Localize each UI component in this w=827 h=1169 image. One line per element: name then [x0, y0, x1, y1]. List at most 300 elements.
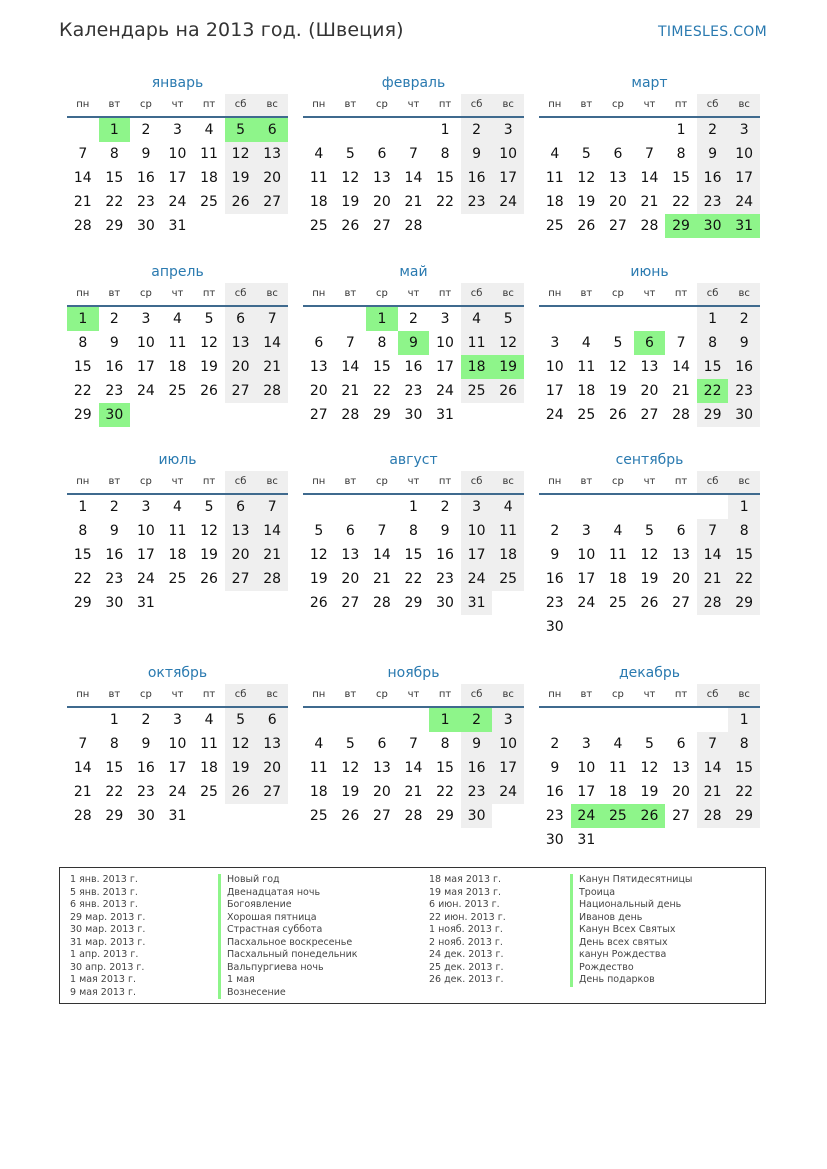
day-cell: 28	[341, 407, 360, 423]
weekday-header	[67, 283, 288, 307]
day-cell: 17	[436, 359, 454, 375]
day-cell: 10	[168, 146, 187, 162]
legend-date: 22 июн. 2013 г.	[429, 911, 506, 923]
day-cell: 20	[640, 383, 659, 399]
day-cell: 29	[73, 407, 92, 423]
day-cell: 12	[225, 142, 257, 166]
empty-day-cell	[634, 708, 666, 732]
weekday-label: чт	[407, 99, 420, 110]
weekday-label: чт	[407, 689, 420, 700]
day-cell: 5	[581, 146, 591, 162]
day-cell: 23	[404, 383, 423, 399]
week-row	[67, 166, 288, 190]
month-name: ноябрь	[387, 665, 440, 681]
legend-date: 2 нояб. 2013 г.	[429, 936, 503, 948]
day-cell: 24	[492, 780, 524, 804]
day-cell: 17	[461, 543, 493, 567]
empty-day-cell	[697, 708, 729, 732]
weekday-label: ср	[139, 99, 152, 110]
month-name: апрель	[151, 264, 204, 280]
week-row	[303, 567, 524, 591]
empty-day-cell	[697, 495, 729, 519]
day-cell: 3	[141, 499, 151, 515]
legend-holiday-name: День всех святых	[570, 937, 692, 950]
day-cell: 13	[608, 170, 627, 186]
week-row	[67, 804, 288, 828]
day-cell: 10	[577, 760, 596, 776]
week-row	[539, 307, 760, 331]
day-cell: 28	[672, 407, 690, 423]
day-cell: 27	[672, 595, 690, 611]
holiday-day-cell: 25	[602, 804, 634, 828]
weekday-label: пн	[76, 288, 90, 299]
legend-date: 26 дек. 2013 г.	[429, 974, 504, 985]
day-cell: 7	[256, 495, 288, 519]
month-5	[303, 261, 524, 427]
weekday-label: пн	[312, 689, 326, 700]
weekday-header	[539, 471, 760, 495]
brand-link[interactable]: TIMESLES.COM	[658, 24, 767, 40]
day-cell: 8	[697, 331, 729, 355]
day-cell: 22	[436, 784, 454, 800]
weekday-label: вс	[728, 94, 760, 116]
day-cell: 1	[728, 708, 760, 732]
weekday-label: ср	[375, 689, 388, 700]
empty-day-cell	[665, 615, 697, 639]
day-cell: 10	[728, 142, 760, 166]
day-cell: 1	[109, 712, 119, 728]
weekday-label: чт	[643, 99, 656, 110]
day-cell: 28	[73, 218, 92, 234]
day-cell: 21	[73, 194, 92, 210]
day-cell: 2	[109, 499, 119, 515]
day-cell: 20	[672, 784, 690, 800]
weekday-label: пн	[548, 99, 562, 110]
day-cell: 18	[309, 194, 328, 210]
day-cell: 15	[728, 756, 760, 780]
day-cell: 7	[676, 335, 686, 351]
day-cell: 9	[728, 331, 760, 355]
day-cell: 30	[545, 832, 564, 848]
day-cell: 16	[404, 359, 423, 375]
day-cell: 9	[109, 523, 119, 539]
day-cell: 14	[256, 331, 288, 355]
day-cell: 13	[309, 359, 328, 375]
legend-holiday-name: Хорошая пятница	[218, 912, 358, 925]
empty-day-cell	[225, 403, 257, 427]
day-cell: 21	[640, 194, 659, 210]
month-12	[539, 662, 760, 852]
weekday-label: вт	[344, 99, 357, 110]
week-row	[67, 543, 288, 567]
day-cell: 25	[608, 595, 627, 611]
day-cell: 16	[461, 166, 493, 190]
empty-day-cell	[602, 118, 634, 142]
weekday-label: ср	[375, 288, 388, 299]
empty-day-cell	[665, 828, 697, 852]
day-cell: 27	[372, 218, 391, 234]
day-cell: 14	[697, 543, 729, 567]
week-row	[303, 331, 524, 355]
day-cell: 12	[577, 170, 596, 186]
weekday-header	[303, 94, 524, 118]
weekday-label: вт	[108, 689, 121, 700]
weekday-label: пт	[438, 99, 452, 110]
weekday-label: пн	[312, 99, 326, 110]
month-name: октябрь	[147, 665, 208, 681]
weekday-header	[67, 684, 288, 708]
day-cell: 8	[109, 146, 119, 162]
day-cell: 11	[608, 760, 627, 776]
day-cell: 22	[73, 571, 92, 587]
day-cell: 22	[404, 571, 423, 587]
day-cell: 10	[545, 359, 564, 375]
holiday-day-cell: 19	[492, 355, 524, 379]
day-cell: 9	[461, 732, 493, 756]
week-row	[303, 780, 524, 804]
day-cell: 17	[168, 170, 187, 186]
empty-day-cell	[193, 403, 225, 427]
day-cell: 28	[256, 567, 288, 591]
day-cell: 1	[78, 499, 88, 515]
month-name: февраль	[381, 75, 446, 91]
day-cell: 1	[440, 122, 450, 138]
weekday-label: сб	[697, 684, 729, 706]
week-row	[539, 118, 760, 142]
legend-date: 1 нояб. 2013 г.	[429, 924, 503, 935]
weekday-label: ср	[375, 476, 388, 487]
day-cell: 24	[728, 190, 760, 214]
day-cell: 11	[200, 146, 218, 162]
day-cell: 6	[225, 495, 257, 519]
day-cell: 6	[676, 736, 686, 752]
day-cell: 3	[581, 736, 591, 752]
legend-date: 29 мар. 2013 г.	[70, 911, 146, 923]
day-cell: 23	[461, 190, 493, 214]
empty-day-cell	[571, 708, 603, 732]
day-cell: 13	[256, 732, 288, 756]
weekday-label: пн	[76, 99, 90, 110]
day-cell: 21	[341, 383, 360, 399]
empty-day-cell	[665, 495, 697, 519]
day-cell: 22	[372, 383, 391, 399]
day-cell: 6	[613, 146, 623, 162]
day-cell: 9	[550, 547, 560, 563]
day-cell: 17	[545, 383, 564, 399]
day-cell: 21	[256, 355, 288, 379]
week-row	[67, 190, 288, 214]
day-cell: 14	[372, 547, 391, 563]
empty-day-cell	[665, 307, 697, 331]
day-cell: 2	[550, 736, 560, 752]
weekday-label: вт	[580, 476, 593, 487]
day-cell: 22	[436, 194, 454, 210]
day-cell: 8	[728, 519, 760, 543]
day-cell: 13	[372, 170, 391, 186]
day-cell: 11	[608, 547, 627, 563]
day-cell: 27	[372, 808, 391, 824]
day-cell: 13	[341, 547, 360, 563]
day-cell: 29	[728, 591, 760, 615]
legend-holiday-name: Вознесение	[218, 987, 358, 1000]
holiday-legend	[59, 867, 766, 1004]
weekday-header	[303, 471, 524, 495]
day-cell: 24	[492, 190, 524, 214]
empty-day-cell	[193, 804, 225, 828]
week-row	[303, 355, 524, 379]
weekday-label: вт	[580, 689, 593, 700]
weekday-label: вс	[728, 283, 760, 305]
day-cell: 29	[73, 595, 92, 611]
week-row	[303, 379, 524, 403]
day-cell: 12	[640, 547, 659, 563]
legend-holiday-name: Пасхальное воскресенье	[218, 937, 358, 950]
weekday-label: вс	[492, 684, 524, 706]
week-row	[303, 756, 524, 780]
day-cell: 19	[577, 194, 596, 210]
holiday-day-cell: 1	[429, 708, 461, 732]
day-cell: 17	[136, 547, 155, 563]
day-cell: 7	[78, 736, 88, 752]
empty-day-cell	[571, 615, 603, 639]
day-cell: 3	[173, 712, 182, 728]
legend-holiday-name: Рождество	[570, 962, 692, 975]
day-cell: 6	[377, 146, 387, 162]
day-cell: 16	[545, 571, 564, 587]
weekday-label: пт	[438, 689, 452, 700]
day-cell: 4	[613, 523, 623, 539]
empty-day-cell	[398, 708, 430, 732]
day-cell: 5	[314, 523, 324, 539]
day-cell: 5	[345, 736, 355, 752]
holiday-day-cell: 30	[697, 214, 729, 238]
day-cell: 14	[341, 359, 360, 375]
empty-day-cell	[461, 403, 493, 427]
day-cell: 28	[372, 595, 391, 611]
day-cell: 27	[608, 218, 627, 234]
weekday-label: сб	[225, 283, 257, 305]
weekday-label: вт	[108, 288, 121, 299]
day-cell: 4	[314, 736, 324, 752]
day-cell: 7	[697, 732, 729, 756]
weekday-label: вс	[492, 283, 524, 305]
empty-day-cell	[571, 307, 603, 331]
weekday-label: пн	[312, 288, 326, 299]
empty-day-cell	[225, 214, 257, 238]
weekday-label: сб	[461, 283, 493, 305]
day-cell: 9	[109, 335, 119, 351]
week-row	[67, 567, 288, 591]
day-cell: 30	[136, 218, 155, 234]
legend-holiday-name: Канун Пятидесятницы	[570, 874, 692, 887]
day-cell: 21	[672, 383, 690, 399]
day-cell: 24	[136, 383, 155, 399]
day-cell: 30	[728, 403, 760, 427]
legend-date: 31 мар. 2013 г.	[70, 936, 146, 948]
legend-holiday-name: 1 мая	[218, 974, 358, 987]
day-cell: 10	[461, 519, 493, 543]
day-cell: 14	[404, 760, 423, 776]
legend-holiday-name: Богоявление	[218, 899, 358, 912]
week-row	[303, 190, 524, 214]
day-cell: 7	[409, 146, 418, 162]
holiday-day-cell: 30	[99, 403, 131, 427]
day-cell: 19	[608, 383, 627, 399]
day-cell: 5	[204, 499, 214, 515]
day-cell: 5	[225, 708, 257, 732]
week-row	[539, 804, 760, 828]
day-cell: 27	[256, 190, 288, 214]
weekday-label: вт	[108, 476, 121, 487]
day-cell: 12	[341, 170, 360, 186]
empty-day-cell	[256, 591, 288, 615]
day-cell: 23	[728, 379, 760, 403]
day-cell: 23	[105, 571, 124, 587]
day-cell: 3	[728, 118, 760, 142]
empty-day-cell	[225, 804, 257, 828]
day-cell: 31	[136, 595, 155, 611]
day-cell: 27	[672, 808, 690, 824]
weekday-label: чт	[171, 288, 184, 299]
day-cell: 28	[404, 808, 423, 824]
legend-date: 30 апр. 2013 г.	[70, 961, 145, 973]
week-row	[539, 214, 760, 238]
day-cell: 26	[341, 218, 360, 234]
day-cell: 4	[314, 146, 324, 162]
day-cell: 19	[341, 784, 360, 800]
weekday-header	[67, 94, 288, 118]
day-cell: 16	[728, 355, 760, 379]
day-cell: 22	[105, 194, 124, 210]
day-cell: 17	[577, 784, 596, 800]
day-cell: 16	[136, 760, 155, 776]
legend-names-column-2	[570, 874, 692, 987]
day-cell: 18	[168, 547, 187, 563]
holiday-day-cell: 18	[461, 355, 493, 379]
empty-day-cell	[571, 495, 603, 519]
day-cell: 6	[256, 708, 288, 732]
day-cell: 14	[697, 756, 729, 780]
week-row	[539, 355, 760, 379]
month-9	[539, 449, 760, 639]
weekday-label: вс	[728, 684, 760, 706]
weekday-header	[303, 283, 524, 307]
week-row	[303, 519, 524, 543]
day-cell: 2	[697, 118, 729, 142]
day-cell: 20	[225, 543, 257, 567]
day-cell: 12	[309, 547, 328, 563]
day-cell: 7	[697, 519, 729, 543]
day-cell: 19	[225, 166, 257, 190]
day-cell: 15	[105, 170, 124, 186]
day-cell: 27	[256, 780, 288, 804]
day-cell: 2	[109, 311, 119, 327]
week-row	[539, 190, 760, 214]
day-cell: 19	[341, 194, 360, 210]
empty-day-cell	[697, 828, 729, 852]
holiday-day-cell: 5	[225, 118, 257, 142]
day-cell: 8	[409, 523, 418, 539]
day-cell: 4	[204, 122, 214, 138]
weekday-label: вт	[108, 99, 121, 110]
day-cell: 28	[697, 804, 729, 828]
week-row	[303, 495, 524, 519]
empty-day-cell	[602, 615, 634, 639]
day-cell: 26	[200, 571, 218, 587]
empty-day-cell	[571, 118, 603, 142]
empty-day-cell	[303, 118, 335, 142]
holiday-day-cell: 6	[634, 331, 666, 355]
day-cell: 19	[200, 359, 218, 375]
day-cell: 24	[168, 194, 187, 210]
month-3	[539, 72, 760, 238]
day-cell: 15	[672, 170, 690, 186]
day-cell: 28	[404, 218, 423, 234]
month-11	[303, 662, 524, 828]
week-row	[303, 307, 524, 331]
month-name: март	[631, 75, 668, 91]
legend-date: 5 янв. 2013 г.	[70, 886, 138, 898]
weekday-label: пт	[438, 476, 452, 487]
day-cell: 16	[136, 170, 155, 186]
day-cell: 11	[492, 519, 524, 543]
day-cell: 21	[404, 194, 423, 210]
week-row	[303, 543, 524, 567]
day-cell: 26	[225, 190, 257, 214]
empty-day-cell	[602, 828, 634, 852]
weekday-label: ср	[611, 476, 624, 487]
weekday-label: ср	[611, 689, 624, 700]
weekday-label: сб	[697, 94, 729, 116]
holiday-day-cell: 9	[398, 331, 430, 355]
month-name: июнь	[630, 264, 669, 280]
weekday-label: пт	[202, 99, 216, 110]
day-cell: 30	[105, 595, 124, 611]
day-cell: 4	[204, 712, 214, 728]
weekday-label: пт	[202, 689, 216, 700]
day-cell: 15	[728, 543, 760, 567]
day-cell: 11	[309, 760, 328, 776]
empty-day-cell	[492, 804, 524, 828]
legend-date: 1 мая 2013 г.	[70, 974, 136, 985]
empty-day-cell	[256, 403, 288, 427]
week-row	[303, 142, 524, 166]
day-cell: 23	[461, 780, 493, 804]
day-cell: 6	[377, 736, 387, 752]
day-cell: 29	[372, 407, 391, 423]
day-cell: 6	[314, 335, 324, 351]
week-row	[67, 355, 288, 379]
legend-holiday-name: Канун Всех Святых	[570, 924, 692, 937]
day-cell: 10	[577, 547, 596, 563]
empty-day-cell	[602, 307, 634, 331]
month-1	[67, 72, 288, 238]
day-cell: 30	[404, 407, 423, 423]
weekday-label: чт	[407, 288, 420, 299]
legend-date: 9 мая 2013 г.	[70, 986, 136, 998]
weekday-header	[539, 283, 760, 307]
weekday-label: вт	[344, 689, 357, 700]
day-cell: 13	[372, 760, 391, 776]
day-cell: 7	[409, 736, 418, 752]
holiday-day-cell: 1	[99, 118, 131, 142]
weekday-label: пт	[438, 288, 452, 299]
weekday-label: вт	[580, 288, 593, 299]
day-cell: 18	[577, 383, 596, 399]
day-cell: 25	[309, 218, 328, 234]
day-cell: 11	[309, 170, 328, 186]
month-2	[303, 72, 524, 238]
